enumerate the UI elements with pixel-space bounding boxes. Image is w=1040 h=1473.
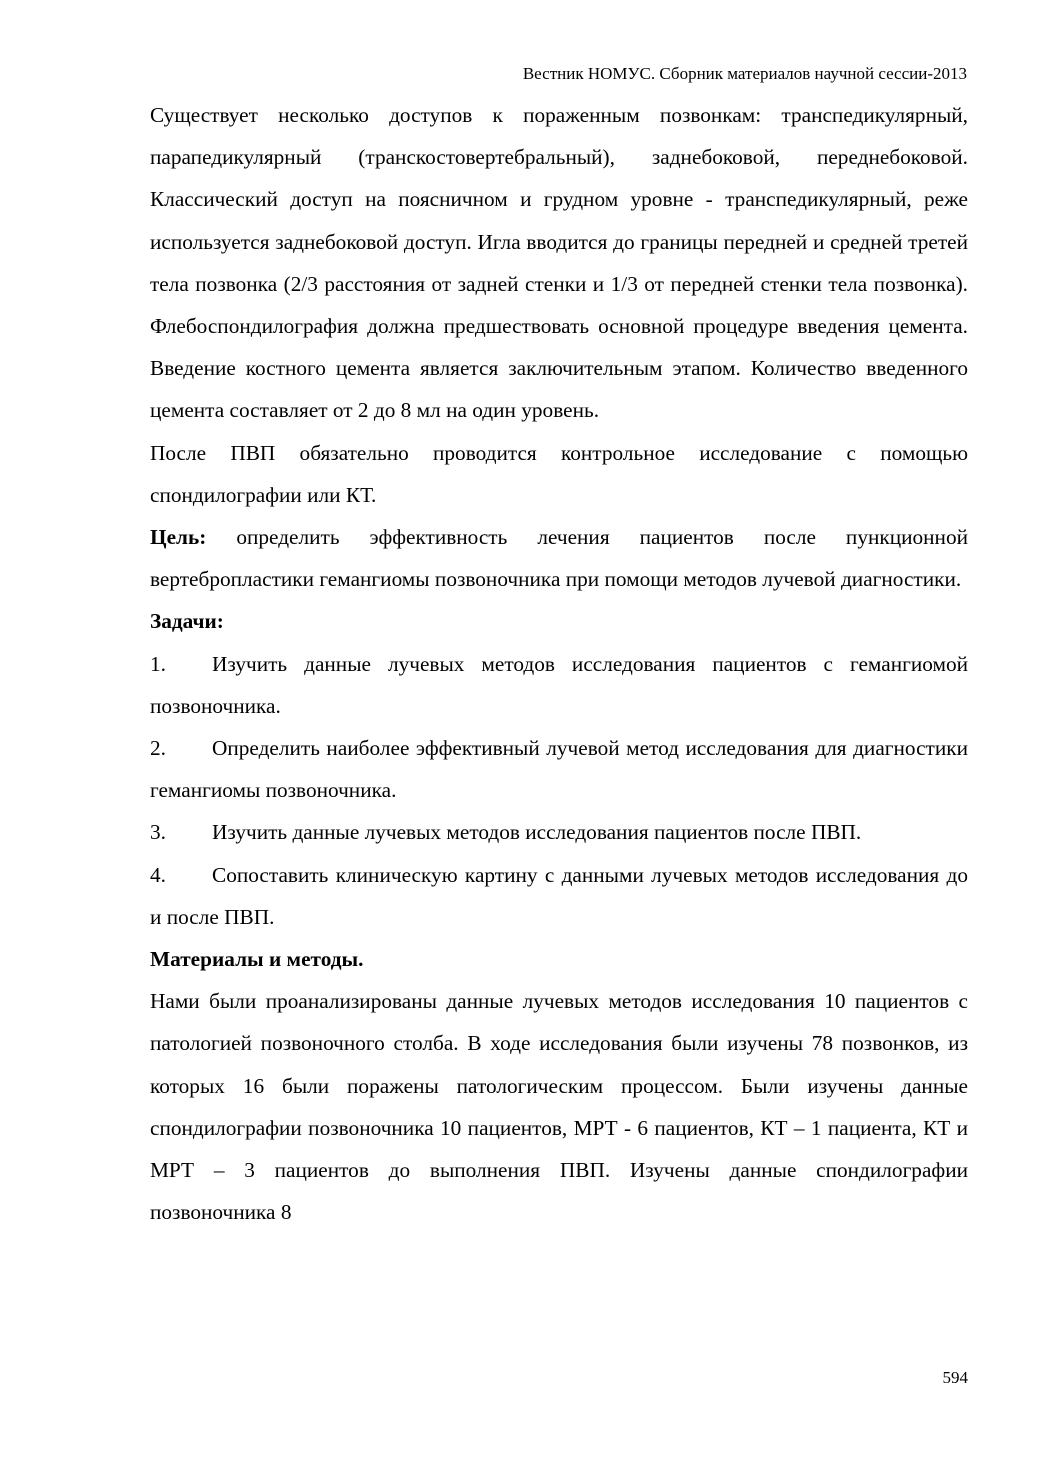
task-text: Изучить данные лучевых методов исследования пациентов с гемангиомой позвоночника. bbox=[150, 651, 968, 718]
task-number: 4. bbox=[150, 862, 166, 887]
goal-text: определить эффективность лечения пациентов после пункционной вертебропластики гемангиомы позвоночника при помощи методов лучевой диагностики. bbox=[150, 525, 968, 592]
task-text: Изучить данные лучевых методов исследования пациентов после ПВП. bbox=[212, 820, 862, 845]
paragraph-control: После ПВП обязательно проводится контрольное исследование с помощью спондилографии или КТ. bbox=[150, 440, 968, 507]
running-header: Вестник НОМУС. Сборник материалов научной сессии-2013 bbox=[522, 64, 967, 83]
paragraph-access: Существует несколько доступов к пораженным позвонкам: транспедикулярный, парапедикулярный (транскостовертебральный), заднебоковой, переднебоковой. Классический доступ на поясничном и грудном уровне - транспедикулярный, реже используется заднебоковой доступ. Игла вводится до границы передней и средней третей тела позвонка (2/3 расстояния от задней стенки и 1/3 от передней стенки тела позвонка). Флебоспондилография должна предшествовать основной процедуре введения цемента. Введение костного цемента является заключительным этапом. Количество введенного цемента составляет от 2 до 8 мл на один уровень. bbox=[150, 103, 968, 423]
methods-heading: Материалы и методы. bbox=[150, 947, 364, 972]
task-item bbox=[150, 643, 968, 727]
task-text: Сопоставить клиническую картину с данными лучевых методов исследования до и после ПВП. bbox=[150, 862, 968, 929]
tasks-heading: Задачи: bbox=[150, 609, 224, 634]
task-item bbox=[150, 811, 968, 853]
paragraph-goal bbox=[150, 516, 968, 600]
task-item bbox=[150, 854, 968, 938]
task-number: 2. bbox=[150, 736, 166, 761]
task-number: 3. bbox=[150, 820, 166, 845]
page-content bbox=[150, 94, 968, 1233]
goal-label: Цель: bbox=[150, 525, 207, 550]
paragraph-methods: Нами были проанализированы данные лучевых методов исследования 10 пациентов с патологией позвоночного столба. В ходе исследования были изучены 78 позвонков, из которых 16 были поражены патологическим процессом. Были изучены данные спондилографии позвоночника 10 пациентов, МРТ - 6 пациентов, КТ – 1 пациента, КТ и МРТ – 3 пациентов до выполнения ПВП. Изучены данные спондилографии позвоночника 8 bbox=[150, 989, 968, 1225]
task-text: Определить наиболее эффективный лучевой метод исследования для диагностики гемангиомы позвоночника. bbox=[150, 736, 968, 803]
page-number: 594 bbox=[942, 1368, 968, 1387]
task-number: 1. bbox=[150, 651, 166, 676]
task-item bbox=[150, 727, 968, 811]
